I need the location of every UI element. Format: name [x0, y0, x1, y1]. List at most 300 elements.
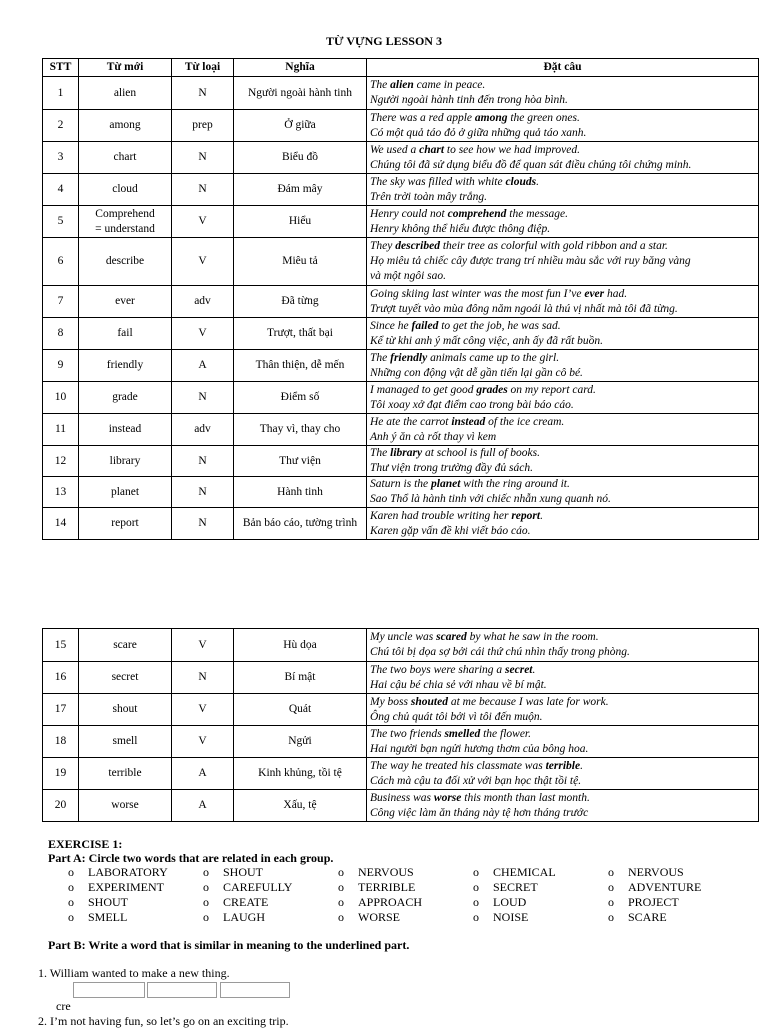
meaning-cell: Hù dọa [234, 629, 367, 662]
example-vietnamese: Hai cậu bé chia sẻ với nhau về bí mật. [370, 678, 547, 691]
example-english [370, 143, 755, 158]
word-cell [79, 446, 172, 477]
word-cell [79, 110, 172, 142]
word-cell [79, 694, 172, 726]
type-cell: prep [172, 110, 234, 142]
example-text: at school is full of books. [422, 447, 540, 459]
meaning-cell: Xấu, tệ [234, 790, 367, 822]
example-cell [367, 508, 759, 540]
word-option-label: SHOUT [88, 895, 129, 909]
table-row [43, 350, 759, 382]
example-cell [367, 110, 759, 142]
word-option[interactable] [203, 880, 338, 895]
example-vietnamese: Sao Thổ là hành tinh với chiếc nhẫn xung quanh nó. [370, 493, 611, 505]
word-option[interactable] [338, 910, 473, 925]
example-keyword: chart [419, 143, 445, 156]
question-2: 2. I’m not having fun, so let’s go on an exciting trip. [38, 1014, 289, 1028]
bullet-circle-icon: o [608, 910, 614, 924]
bullet-circle-icon: o [473, 880, 479, 894]
example-english [370, 415, 755, 430]
table-row [43, 286, 759, 318]
table-row [43, 790, 759, 822]
example-english [370, 446, 755, 461]
answer-box-2[interactable] [147, 982, 217, 998]
bullet-circle-icon: o [203, 895, 209, 909]
bullet-circle-icon: o [608, 865, 614, 879]
word-option-label: NERVOUS [358, 865, 414, 879]
example-text: My boss [370, 695, 411, 708]
word-text: ever [115, 295, 135, 307]
example-vietnamese: Karen gặp vấn đề khi viết báo cáo. [370, 524, 531, 537]
table-row [43, 446, 759, 477]
example-vietnamese: và một ngôi sao. [370, 270, 447, 282]
example-text: this month than last month. [461, 791, 590, 804]
table-row [43, 629, 759, 662]
example-english [370, 477, 755, 492]
bullet-circle-icon: o [338, 865, 344, 879]
word-option[interactable] [473, 910, 608, 925]
word-cell [79, 414, 172, 446]
word-option-label: LABORATORY [88, 865, 168, 879]
meaning-cell: Ngửi [234, 726, 367, 758]
example-cell [367, 758, 759, 790]
word-option[interactable] [68, 895, 203, 910]
word-option-label: CHEMICAL [493, 865, 556, 879]
example-vietnamese: Họ miêu tả chiếc cây được trang trí nhiều màu sắc với ruy băng vàng [370, 255, 691, 267]
example-english [370, 383, 755, 398]
word-option[interactable] [608, 895, 758, 910]
answer-box-1[interactable] [73, 982, 145, 998]
table-row [43, 477, 759, 508]
type-cell: N [172, 77, 234, 110]
word-cell [79, 77, 172, 110]
table-row [43, 758, 759, 790]
word-option-label: EXPERIMENT [88, 880, 164, 894]
example-cell [367, 286, 759, 318]
example-english [370, 663, 755, 678]
meaning-cell: Bí mật [234, 662, 367, 694]
example-keyword: alien [390, 79, 414, 91]
word-text: library [109, 454, 141, 467]
stt-cell: 14 [43, 508, 79, 540]
bullet-circle-icon: o [473, 865, 479, 879]
example-vietnamese: Henry không thể hiểu được thông điệp. [370, 222, 551, 235]
example-cell [367, 414, 759, 446]
word-option-label: APPROACH [358, 895, 423, 909]
example-english [370, 175, 755, 190]
example-cell [367, 629, 759, 662]
example-keyword: worse [433, 791, 462, 804]
example-cell [367, 174, 759, 206]
example-vietnamese: Ông chủ quát tôi bởi vì tôi đến muộn. [370, 710, 543, 723]
example-cell [367, 790, 759, 822]
meaning-cell: Trượt, thất bại [234, 318, 367, 350]
word-option[interactable] [338, 895, 473, 910]
word-option-label: NOISE [493, 910, 529, 924]
example-english [370, 791, 755, 806]
example-text: The [370, 447, 391, 459]
word-text: instead [108, 423, 142, 435]
example-vietnamese: Trên trời toàn mây trắng. [370, 190, 487, 203]
bullet-circle-icon: o [473, 910, 479, 924]
example-english [370, 759, 755, 774]
header-cell: Đặt câu [367, 59, 759, 77]
example-text: . [532, 663, 536, 676]
header-cell: Từ loại [172, 59, 234, 77]
example-keyword: scared [436, 631, 467, 643]
meaning-cell: Quát [234, 694, 367, 726]
stt-cell: 8 [43, 318, 79, 350]
example-cell [367, 142, 759, 174]
table-row [43, 206, 759, 238]
stt-cell: 12 [43, 446, 79, 477]
type-cell: N [172, 662, 234, 694]
bullet-circle-icon: o [338, 895, 344, 909]
word-cell [79, 238, 172, 286]
example-text: at me because I was late for work. [447, 695, 609, 708]
example-cell [367, 318, 759, 350]
example-keyword: secret [505, 663, 533, 676]
stt-cell: 18 [43, 726, 79, 758]
word-text: shout [112, 703, 138, 715]
example-text: . [536, 175, 539, 188]
word-cell [79, 790, 172, 822]
question-1: 1. William wanted to make a new thing. [38, 966, 230, 980]
meaning-cell: Thay vì, thay cho [234, 414, 367, 446]
bullet-circle-icon: o [203, 880, 209, 894]
word-option[interactable] [203, 865, 338, 880]
example-text: by what he saw in the room. [466, 631, 599, 643]
example-english [370, 727, 755, 742]
type-cell: A [172, 350, 234, 382]
example-text: Saturn is the [370, 478, 432, 490]
vocab-table-1 [42, 58, 759, 540]
type-cell: N [172, 477, 234, 508]
example-vietnamese: Trượt tuyết vào mùa đông năm ngoái là thú vị nhất mà tôi đã từng. [370, 302, 678, 315]
type-cell: V [172, 726, 234, 758]
word-option[interactable] [68, 910, 203, 925]
example-keyword: among [474, 111, 508, 124]
example-text: The [370, 351, 391, 364]
word-text: fail [117, 327, 133, 339]
word-option[interactable] [608, 910, 758, 925]
example-cell [367, 477, 759, 508]
example-text: There was a red apple [370, 111, 475, 124]
example-text: We used a [370, 143, 420, 156]
stt-cell: 3 [43, 142, 79, 174]
table-row [43, 318, 759, 350]
bullet-circle-icon: o [203, 910, 209, 924]
example-cell [367, 77, 759, 110]
example-keyword: grades [476, 383, 508, 396]
word-cell [79, 206, 172, 238]
word-option-label: SHOUT [223, 865, 264, 879]
stt-cell: 1 [43, 77, 79, 110]
bullet-circle-icon: o [68, 895, 74, 909]
word-option[interactable] [608, 865, 758, 880]
word-option-label: ADVENTURE [628, 880, 702, 894]
word-text: report [111, 517, 139, 529]
meaning-cell: Ở giữa [234, 110, 367, 142]
meaning-cell: Thân thiện, dễ mến [234, 350, 367, 382]
stt-cell: 11 [43, 414, 79, 446]
word-option-label: SECRET [493, 880, 538, 894]
meaning-cell: Đã từng [234, 286, 367, 318]
word-text: cloud [112, 183, 138, 195]
word-option[interactable] [338, 865, 473, 880]
word-text: chart [113, 151, 137, 163]
example-text: their tree as colorful with gold ribbon and a star. [439, 240, 668, 252]
example-text: Going skiing last winter was the most fun I’ve [370, 287, 585, 300]
example-english [370, 78, 755, 93]
table-row [43, 662, 759, 694]
example-text: to get the job, he was sad. [438, 319, 561, 332]
answer-box-3[interactable] [220, 982, 290, 998]
example-text: The [370, 79, 391, 91]
word-text: grade [112, 391, 138, 403]
example-keyword: described [395, 240, 440, 252]
example-text: Business was [370, 791, 434, 804]
meaning-cell: Biểu đồ [234, 142, 367, 174]
word-option-label: PROJECT [628, 895, 679, 909]
word-cell [79, 174, 172, 206]
word-cell [79, 286, 172, 318]
example-text: He ate the carrot [370, 415, 452, 428]
example-text: The two boys were sharing a [370, 663, 506, 676]
word-option[interactable] [473, 865, 608, 880]
meaning-cell: Thư viện [234, 446, 367, 477]
page-title: TỪ VỰNG LESSON 3 [326, 34, 442, 48]
word-option[interactable] [473, 880, 608, 895]
part-a-instruction: Part A: Circle two words that are related in each group. [48, 851, 334, 865]
table-row [43, 414, 759, 446]
word-option[interactable] [68, 880, 203, 895]
word-option-label: CAREFULLY [223, 880, 293, 894]
part-b-instruction: Part B: Write a word that is similar in meaning to the underlined part. [48, 938, 410, 952]
example-text: the message. [506, 207, 569, 220]
stt-cell: 6 [43, 238, 79, 286]
example-english [370, 630, 755, 645]
example-cell [367, 350, 759, 382]
example-keyword: failed [411, 319, 439, 332]
word-cell [79, 508, 172, 540]
example-text: the flower. [480, 727, 532, 740]
example-text: on my report card. [507, 383, 596, 396]
example-text: animals came up to the girl. [427, 351, 560, 364]
example-text: with the ring around it. [460, 478, 570, 490]
type-cell: V [172, 694, 234, 726]
example-english [370, 207, 755, 222]
example-english [370, 287, 755, 302]
table-row [43, 142, 759, 174]
stt-cell: 15 [43, 629, 79, 662]
stt-cell: 20 [43, 790, 79, 822]
word-cell [79, 142, 172, 174]
example-keyword: planet [431, 478, 461, 490]
meaning-cell: Hiểu [234, 206, 367, 238]
example-cell [367, 382, 759, 414]
word-option[interactable] [203, 910, 338, 925]
word-option-label: LOUD [493, 895, 527, 909]
example-text: They [370, 240, 396, 252]
example-text: Henry could not [370, 207, 448, 220]
example-keyword: report [511, 509, 541, 522]
example-text: The two friends [370, 727, 445, 740]
exercise-heading: EXERCISE 1: [48, 837, 123, 851]
example-text: came in peace. [413, 79, 486, 91]
type-cell: N [172, 142, 234, 174]
type-cell: N [172, 446, 234, 477]
example-vietnamese: Công việc làm ăn tháng này tệ hơn tháng trước [370, 806, 589, 819]
table-row [43, 110, 759, 142]
example-text: I managed to get good [370, 383, 477, 396]
example-text: of the ice cream. [485, 415, 565, 428]
word-option-label: SCARE [628, 910, 667, 924]
word-cell [79, 629, 172, 662]
example-vietnamese: Chúng tôi đã sử dụng biểu đồ để quan sát điều chúng tôi chứng minh. [370, 158, 692, 171]
type-cell: N [172, 174, 234, 206]
bullet-circle-icon: o [338, 910, 344, 924]
example-cell [367, 662, 759, 694]
example-text: Since he [370, 319, 412, 332]
example-vietnamese: Những con động vật dễ gần tiến lại gần cô bé. [370, 366, 583, 379]
word-option-label: WORSE [358, 910, 400, 924]
example-cell [367, 238, 759, 286]
stt-cell: 10 [43, 382, 79, 414]
example-vietnamese: Tôi xoay xở đạt điểm cao trong bài báo cáo. [370, 398, 574, 411]
word-cell [79, 318, 172, 350]
meaning-cell: Điểm số [234, 382, 367, 414]
type-cell: V [172, 206, 234, 238]
header-cell: Nghĩa [234, 59, 367, 77]
bullet-circle-icon: o [203, 865, 209, 879]
word-option[interactable] [608, 880, 758, 895]
example-english [370, 351, 755, 366]
word-option-label: LAUGH [223, 910, 265, 924]
stt-cell: 13 [43, 477, 79, 508]
example-keyword: smelled [444, 727, 481, 740]
meaning-cell: Kinh khủng, tồi tệ [234, 758, 367, 790]
type-cell: A [172, 758, 234, 790]
word-text: secret [111, 671, 139, 683]
word-text: friendly [106, 359, 144, 371]
example-keyword: instead [451, 415, 486, 428]
type-cell: adv [172, 414, 234, 446]
bullet-circle-icon: o [338, 880, 344, 894]
stt-cell: 5 [43, 206, 79, 238]
example-english [370, 509, 755, 524]
example-vietnamese: Anh ý ăn cà rốt thay vì kem [370, 430, 497, 443]
example-keyword: comprehend [447, 207, 507, 220]
table-row [43, 174, 759, 206]
example-text: Karen had trouble writing her [370, 509, 512, 522]
word-text: planet [110, 485, 140, 498]
example-keyword: terrible [545, 759, 581, 772]
example-cell [367, 726, 759, 758]
table-row [43, 382, 759, 414]
example-text: . [580, 759, 583, 772]
type-cell: V [172, 318, 234, 350]
stt-cell: 17 [43, 694, 79, 726]
word-text: alien [113, 86, 137, 99]
word-text: Comprehend [95, 207, 155, 220]
word-cell [79, 477, 172, 508]
meaning-cell: Bản báo cáo, tường trình [234, 508, 367, 540]
word-text: scare [113, 638, 137, 651]
word-option[interactable] [473, 895, 608, 910]
word-cell [79, 758, 172, 790]
example-english [370, 695, 755, 710]
example-keyword: library [390, 447, 423, 459]
example-keyword: shouted [410, 695, 448, 708]
example-text: The sky was filled with white [370, 175, 506, 188]
example-english [370, 319, 755, 334]
word-option[interactable] [203, 895, 338, 910]
meaning-cell: Hành tinh [234, 477, 367, 508]
example-text: My uncle was [370, 631, 437, 643]
question-1-answer: cre [56, 999, 71, 1013]
type-cell: N [172, 382, 234, 414]
header-cell: Từ mới [79, 59, 172, 77]
example-text: had. [604, 287, 628, 300]
bullet-circle-icon: o [608, 880, 614, 894]
header-cell: STT [43, 59, 79, 77]
word-text: smell [112, 735, 138, 747]
table-row [43, 77, 759, 110]
word-option-label: SMELL [88, 910, 128, 924]
example-text: to see how we had improved. [444, 143, 580, 156]
word-text: describe [105, 255, 145, 267]
stt-cell: 19 [43, 758, 79, 790]
example-keyword: clouds [505, 175, 537, 188]
stt-cell: 16 [43, 662, 79, 694]
stt-cell: 7 [43, 286, 79, 318]
example-vietnamese: Kể từ khi anh ý mất công việc, anh ấy đã rất buồn. [370, 334, 604, 347]
type-cell: N [172, 508, 234, 540]
example-keyword: friendly [390, 351, 428, 364]
bullet-circle-icon: o [608, 895, 614, 909]
example-cell [367, 206, 759, 238]
type-cell: V [172, 629, 234, 662]
type-cell: A [172, 790, 234, 822]
example-cell [367, 446, 759, 477]
word-option[interactable] [68, 865, 203, 880]
stt-cell: 9 [43, 350, 79, 382]
meaning-cell: Người ngoài hành tinh [234, 77, 367, 110]
example-text: . [540, 509, 543, 522]
vocab-table-2 [42, 628, 759, 822]
table-row [43, 694, 759, 726]
word-cell [79, 726, 172, 758]
example-vietnamese: Chú tôi bị dọa sợ bởi cái thứ chú nhìn thấy trong phòng. [370, 646, 630, 658]
example-english [370, 111, 755, 126]
bullet-circle-icon: o [473, 895, 479, 909]
example-text: The way he treated his classmate was [370, 759, 546, 772]
example-text: the green ones. [507, 111, 580, 124]
example-vietnamese: Người ngoài hành tinh đến trong hòa bình. [370, 94, 568, 106]
word-synonym: = understand [95, 222, 155, 235]
table-row [43, 508, 759, 540]
example-keyword: ever [584, 287, 605, 300]
example-vietnamese: Cách mà cậu ta đối xử với bạn học thật tồi tệ. [370, 774, 582, 787]
example-english [370, 239, 755, 254]
word-option[interactable] [338, 880, 473, 895]
word-cell [79, 382, 172, 414]
word-option-label: TERRIBLE [358, 880, 416, 894]
meaning-cell: Miêu tả [234, 238, 367, 286]
word-option-label: NERVOUS [628, 865, 684, 879]
word-text: among [109, 119, 141, 131]
